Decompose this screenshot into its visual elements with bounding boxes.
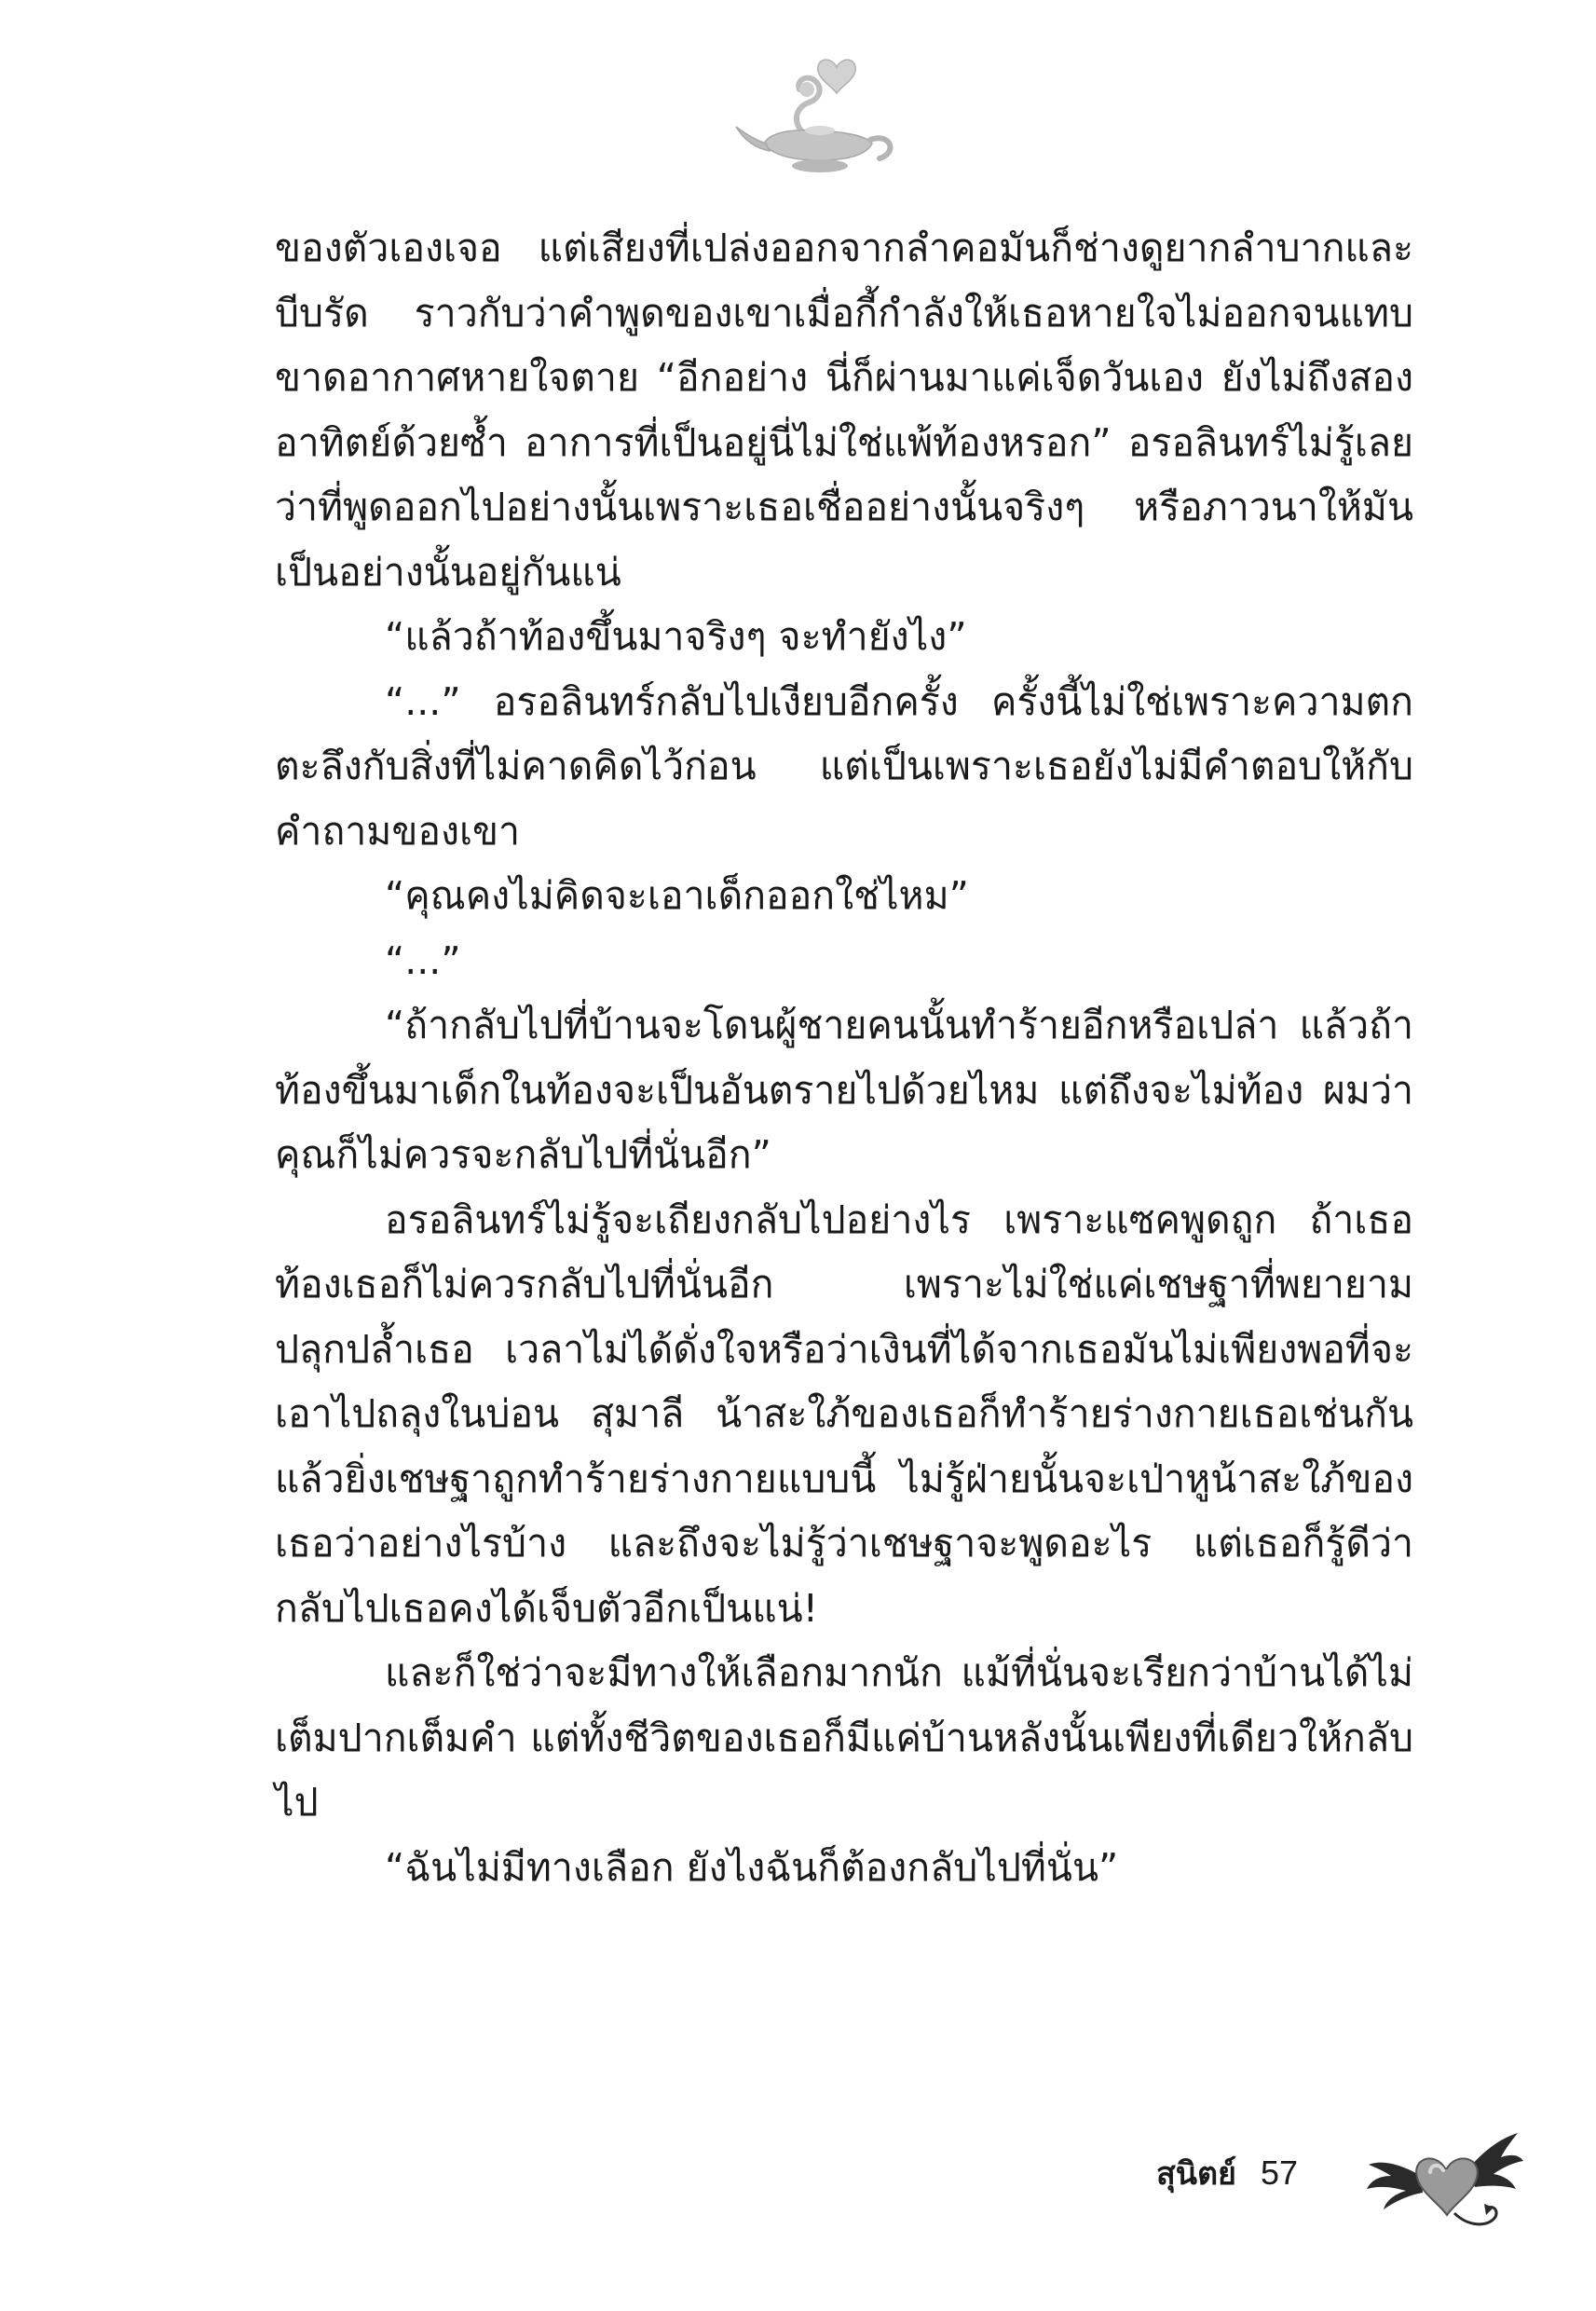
author-name: สุนิตย์ xyxy=(1155,2155,1236,2193)
page-number: 57 xyxy=(1260,2154,1298,2192)
paragraph-7: อรอลินทร์ไม่รู้จะเถียงกลับไปอย่างไร เพราะแซคพูดถูก ถ้าเธอท้องเธอก็ไม่ควรกลับไปที่นั่นอีก เพราะไม่ใช่แค่เชษฐาที่พยายามปลุกปล้ำเธอ เวลาไม่ได้ดั่งใจหรือว่าเงินที่ได้จากเธอมันไม่เพียงพอที่จะเอาไปถลุงในบ่อน สุมาลี น้าสะใภ้ของเธอก็ทำร้ายร่างกายเธอเช่นกัน แล้วยิ่งเชษฐาถูกทำร้ายร่างกายแบบนี้ ไม่รู้ฝ่ายนั้นจะเป่าหูน้าสะใภ้ของเธอว่าอย่างไรบ้าง และถึงจะไม่รู้ว่าเชษฐาจะพูดอะไร แต่เธอก็รู้ดีว่ากลับไปเธอคงได้เจ็บตัวอีกเป็นแน่! xyxy=(275,1197,1413,1631)
genie-lamp-icon xyxy=(727,47,913,186)
paragraph-2: “แล้วถ้าท้องขึ้นมาจริงๆ จะทำยังไง” xyxy=(385,614,967,659)
paragraph-6: “ถ้ากลับไปที่บ้านจะโดนผู้ชายคนนั้นทำร้ายอีกหรือเปล่า แล้วถ้าท้องขึ้นมาเด็กในท้องจะเป็นอันตรายไปด้วยไหม แต่ถึงจะไม่ท้อง ผมว่าคุณก็ไม่ควรจะกลับไปที่นั่นอีก” xyxy=(275,1003,1413,1177)
winged-heart-icon xyxy=(1365,2111,1523,2241)
paragraph-3: “...” อรอลินทร์กลับไปเงียบอีกครั้ง ครั้งนี้ไม่ใช่เพราะความตกตะลึงกับสิ่งที่ไม่คาดคิดไว้ก่อน แต่เป็นเพราะเธอยังไม่มีคำตอบให้กับคำถามของเขา xyxy=(275,678,1413,854)
page-body xyxy=(275,216,1413,1900)
paragraph-1: ของตัวเองเจอ แต่เสียงที่เปล่งออกจากลำคอมันก็ช่างดูยากลำบากและบีบรัด ราวกับว่าคำพูดของเขาเมื่อกี้กำลังให้เธอหายใจไม่ออกจนแทบขาดอากาศหายใจตาย “อีกอย่าง นี่ก็ผ่านมาแค่เจ็ดวันเอง ยังไม่ถึงสองอาทิตย์ด้วยซ้ำ อาการที่เป็นอยู่นี่ไม่ใช่แพ้ท้องหรอก” อรอลินทร์ไม่รู้เลยว่าที่พูดออกไปอย่างนั้นเพราะเธอเชื่ออย่างนั้นจริงๆ หรือภาวนาให้มันเป็นอย่างนั้นอยู่กันแน่ xyxy=(275,226,1413,595)
paragraph-5: “...” xyxy=(385,937,461,983)
paragraph-4: “คุณคงไม่คิดจะเอาเด็กออกใช่ไหม” xyxy=(385,873,969,918)
page-footer xyxy=(1156,2148,1298,2198)
paragraph-9: “ฉันไม่มีทางเลือก ยังไงฉันก็ต้องกลับไปที่นั่น” xyxy=(385,1844,1119,1890)
paragraph-8: และก็ใช่ว่าจะมีทางให้เลือกมากนัก แม้ที่นั่นจะเรียกว่าบ้านได้ไม่เต็มปากเต็มคำ แต่ทั้งชีวิตของเธอก็มีแค่บ้านหลังนั้นเพียงที่เดียวให้กลับไป xyxy=(275,1650,1413,1825)
